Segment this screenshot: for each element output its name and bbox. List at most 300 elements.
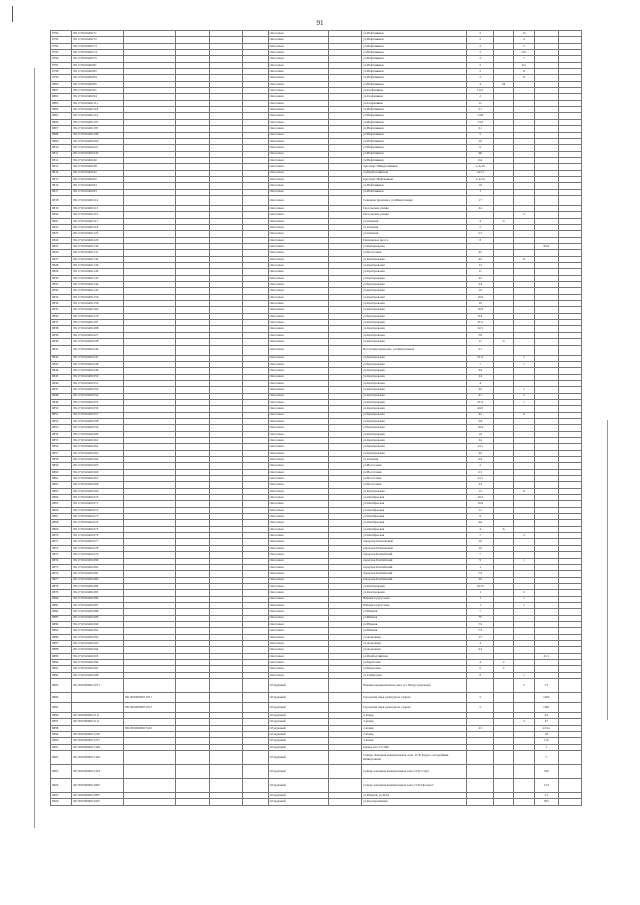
table-cell: г.Когалым: [268, 425, 328, 431]
table-cell: 9834: [51, 301, 72, 307]
table-cell: [209, 751, 243, 765]
table-cell: [176, 765, 210, 779]
table-cell: 86:17:0010406:142: [72, 269, 124, 275]
table-cell: г.Когалым: [268, 275, 328, 281]
table-cell: г.Когалым: [268, 545, 328, 551]
table-cell: г.Когалым: [268, 653, 328, 659]
table-cell: 13: [467, 263, 494, 269]
table-cell: [176, 679, 210, 693]
table-cell: 3-й мкр: [362, 738, 467, 744]
table-cell: ул.Центральная: [362, 339, 467, 345]
table-cell: 42: [467, 275, 494, 281]
table-cell: 9858: [51, 457, 72, 463]
table-cell: г.Когалым: [268, 520, 328, 526]
table-cell: 2-й мкр: [362, 725, 467, 731]
table-cell: 9799: [51, 75, 72, 81]
table-cell: 9857: [51, 450, 72, 456]
table-cell: 9811: [51, 151, 72, 157]
table-cell: ул.Центральная: [362, 393, 467, 399]
table-cell: [72, 703, 124, 713]
table-cell: г.Когалым: [268, 250, 328, 256]
table-cell: ул.Восточная: [362, 469, 467, 475]
table-cell: 9798: [51, 69, 72, 75]
table-cell: 6: [467, 666, 494, 672]
table-cell: г.Когалым: [268, 231, 328, 237]
table-cell: 86:17:0010406:257: [72, 412, 124, 418]
table-cell: 9885: [51, 628, 72, 634]
table-cell: 9886: [51, 634, 72, 640]
table-cell: 9: [467, 558, 494, 564]
table-cell: 9900: [51, 738, 72, 744]
table-cell: [176, 751, 210, 765]
table-cell: г.Когалым: [268, 132, 328, 138]
table-cell: 305: [535, 799, 558, 805]
table-cell: ул.Геофизиков: [362, 100, 467, 106]
table-cell: 86:17:0010406:270: [72, 495, 124, 501]
table-cell: 86:17:0010406:93: [72, 189, 124, 195]
table-cell: 86:17:0010406:244: [72, 345, 124, 355]
table-cell: 9842: [51, 355, 72, 361]
table-cell: 2: [467, 37, 494, 43]
table-cell: 9896: [51, 713, 72, 719]
table-cell: 86:17:0010406:116: [72, 212, 124, 218]
table-cell: 11: [513, 256, 534, 262]
table-cell: 86:17:0010406:176: [72, 313, 124, 319]
table-cell: г.Когалым: [268, 355, 328, 361]
table-cell: [209, 195, 243, 205]
table-cell: 9794: [51, 43, 72, 49]
table-cell: г.Когалым: [268, 183, 328, 189]
table-cell: 86:17:0010406:118: [72, 107, 124, 113]
table-cell: г.Когалым: [268, 145, 328, 151]
table-cell: 86:17:0010406:248: [72, 361, 124, 367]
table-cell: ул.Нефтяников: [362, 132, 467, 138]
table-cell: 5: [467, 693, 494, 703]
table-cell: 86:17:0010406:227: [72, 332, 124, 338]
table-cell: 9796: [51, 56, 72, 62]
table-cell: [209, 799, 243, 805]
table-cell: ул.Центральная: [362, 275, 467, 281]
table-cell: ул.Нефтяников: [362, 50, 467, 56]
table-cell: г.Когалым: [268, 269, 328, 275]
table-cell: 9872: [51, 545, 72, 551]
table-cell: ул.Центральная: [362, 307, 467, 313]
table-cell: [328, 799, 362, 805]
table-cell: 1062: [535, 693, 558, 703]
table-cell: [494, 693, 513, 703]
table-cell: 4: [513, 212, 534, 218]
table-cell: 86:17:0010406:258: [72, 418, 124, 424]
table-cell: 4: [467, 640, 494, 646]
table-cell: 86:17:0010406:288: [72, 609, 124, 615]
table-cell: 42: [467, 450, 494, 456]
table-cell: 11: [513, 69, 534, 75]
table-cell: 7/3: [467, 628, 494, 634]
table-cell: 8/4: [467, 313, 494, 319]
table-cell: ул.Восточная: [362, 250, 467, 256]
table-cell: 86:17:0010406:208: [72, 326, 124, 332]
table-cell: 2-й мкр: [362, 732, 467, 738]
table-cell: 9839: [51, 332, 72, 338]
table-cell: г.Когалым: [268, 176, 328, 182]
table-cell: 86:17:0010406:198: [72, 132, 124, 138]
table-cell: 2: [513, 590, 534, 596]
table-cell: г.Когалым: [268, 495, 328, 501]
table-cell: 13/8: [467, 113, 494, 119]
table-cell: г.Радужный: [268, 765, 328, 779]
table-cell: 86:17:0010406:143: [72, 275, 124, 281]
table-cell: [243, 765, 268, 779]
table-cell: ул.Центральная: [362, 326, 467, 332]
table-cell: 86:17:0010406:273: [72, 514, 124, 520]
table-cell: г.Когалым: [268, 374, 328, 380]
table-cell: 7б: [467, 615, 494, 621]
table-cell: переулок Балтийский: [362, 558, 467, 564]
table-cell: [328, 765, 362, 779]
table-cell: 1: [513, 355, 534, 361]
table-cell: [494, 765, 513, 779]
table-cell: 9816: [51, 183, 72, 189]
table-cell: 9822: [51, 224, 72, 230]
table-cell: 41: [467, 393, 494, 399]
table-cell: 9882: [51, 609, 72, 615]
table-cell: [124, 799, 176, 805]
table-cell: 7: [467, 609, 494, 615]
table-cell: ул.Центральная: [362, 368, 467, 374]
table-cell: 86:17:0010406:72: [72, 37, 124, 43]
table-cell: 86:18:0000000:1257: [72, 738, 124, 744]
table-cell: ул.Центральная: [362, 583, 467, 589]
table-cell: 86:17:0010406:262: [72, 444, 124, 450]
table-cell: 9832: [51, 288, 72, 294]
table-cell: ул.Нефтяников: [362, 75, 467, 81]
table-cell: 9825: [51, 244, 72, 250]
table-cell: 86:17:0010406:221: [72, 145, 124, 151]
table-cell: переулок Балтийский: [362, 552, 467, 558]
table-cell: ул.Октябрьская: [362, 533, 467, 539]
table-cell: ул.Центральная: [362, 488, 467, 494]
table-cell: 9/1: [513, 62, 534, 68]
table-cell: 9838: [51, 326, 72, 332]
table-cell: [328, 679, 362, 693]
table-cell: ул.Восточная: [362, 476, 467, 482]
table-cell: 86:17:0010406:269: [72, 488, 124, 494]
table-cell: г.Радужный: [268, 725, 328, 731]
table-cell: 7: [467, 552, 494, 558]
table-cell: г.Когалым: [268, 444, 328, 450]
table-cell: г.Радужный: [268, 703, 328, 713]
table-cell: ул.Дорожная: [362, 640, 467, 646]
table-cell: г.Когалым: [268, 37, 328, 43]
table-cell: 2: [467, 75, 494, 81]
table-cell: ул.Южная: [362, 621, 467, 627]
table-cell: 86:17:0010406:284: [72, 583, 124, 589]
table-cell: 8: [467, 237, 494, 243]
table-cell: южнее пос.СУ-940: [362, 744, 467, 750]
table-cell: г.Когалым: [268, 237, 328, 243]
table-cell: [513, 693, 534, 703]
table-cell: ул.Нефтяников: [362, 31, 467, 37]
table-cell: [209, 703, 243, 713]
table-cell: г.Радужный: [268, 738, 328, 744]
table-cell: г.Когалым: [268, 380, 328, 386]
table-row: [51, 703, 582, 713]
table-cell: переулок Повховский: [362, 545, 467, 551]
table-cell: 86:17:0010406:297: [72, 666, 124, 672]
table-cell: 9894: [51, 693, 72, 703]
table-cell: г.Радужный: [268, 751, 328, 765]
table-cell: г.Когалым: [268, 189, 328, 195]
table-cell: 5: [467, 224, 494, 230]
table-cell: ул.Сибирская: [362, 672, 467, 678]
table-cell: 9892: [51, 672, 72, 678]
table-cell: 86:17:0010406:115: [72, 205, 124, 211]
table-cell: г.Когалым: [268, 294, 328, 300]
table-cell: г.Радужный: [268, 679, 328, 693]
table-cell: 4: [494, 218, 513, 224]
table-cell: [176, 799, 210, 805]
table-cell: г.Когалым: [268, 94, 328, 100]
table-cell: ул.Центральная: [362, 437, 467, 443]
table-cell: 86:17:0010406:256: [72, 406, 124, 412]
table-cell: г.Когалым: [268, 62, 328, 68]
table-cell: 9898: [51, 725, 72, 731]
table-cell: 1: [513, 596, 534, 602]
table-cell: г.Радужный: [268, 719, 328, 725]
table-cell: 86:17:0010406:268: [72, 482, 124, 488]
table-cell: Посольские улицы: [362, 212, 467, 218]
table-cell: переулок Повховский: [362, 539, 467, 545]
table-cell: 86:17:0010406:197: [72, 126, 124, 132]
table-cell: 9803: [51, 100, 72, 106]
table-cell: 9813: [51, 164, 72, 170]
table-cell: 2/1: [467, 469, 494, 475]
table-cell: ул.Центральная: [362, 406, 467, 412]
table-cell: г.Когалым: [268, 387, 328, 393]
table-cell: ул.Нефтяников: [362, 183, 467, 189]
table-cell: [176, 779, 210, 793]
table-cell: 4: [467, 81, 494, 87]
table-cell: 3/4: [467, 282, 494, 288]
table-cell: 86:18:0000000:1250: [72, 732, 124, 738]
table-cell: [513, 345, 534, 355]
table-cell: г.Когалым: [268, 666, 328, 672]
table-cell: 9820: [51, 212, 72, 218]
table-cell: 86:17:0010406:254: [72, 393, 124, 399]
table-cell: [513, 765, 534, 779]
table-cell: 9864: [51, 495, 72, 501]
table-cell: 86:17:0010406:249: [72, 368, 124, 374]
table-cell: 86:17:0010406:289: [72, 615, 124, 621]
table-cell: 2: [494, 660, 513, 666]
table-cell: 2/11: [467, 476, 494, 482]
table-cell: 10/2: [467, 294, 494, 300]
table-cell: [176, 703, 210, 713]
table-cell: 9895: [51, 703, 72, 713]
table-cell: 86:17:0010406:281: [72, 564, 124, 570]
table-cell: переулок Балтийский: [362, 577, 467, 583]
table-cell: г.Когалым: [268, 107, 328, 113]
table-cell: г.Когалым: [268, 100, 328, 106]
table-cell: 4: [467, 380, 494, 386]
table-cell: 9901: [51, 744, 72, 750]
table-cell: г.Радужный: [268, 799, 328, 805]
table-cell: ул.Нефтяников: [362, 151, 467, 157]
table-cell: 7: [467, 361, 494, 367]
table-cell: г.Когалым: [268, 224, 328, 230]
table-cell: 16: [467, 288, 494, 294]
table-cell: 9867: [51, 514, 72, 520]
table-cell: г.Когалым: [268, 533, 328, 539]
table-cell: ул.Центральная: [362, 320, 467, 326]
table-cell: [243, 779, 268, 793]
table-cell: 9795: [51, 50, 72, 56]
table-cell: 9831: [51, 282, 72, 288]
table-cell: г.Когалым: [268, 157, 328, 163]
table-cell: [513, 751, 534, 765]
table-cell: [124, 765, 176, 779]
table-cell: 10/4: [467, 425, 494, 431]
table-cell: ул.Центральная: [362, 425, 467, 431]
table-cell: г.Когалым: [268, 393, 328, 399]
table-cell: 1: [513, 558, 534, 564]
table-cell: 9818: [51, 195, 72, 205]
table-cell: ул.Центральная: [362, 374, 467, 380]
table-cell: 9840: [51, 339, 72, 345]
table-cell: г.Когалым: [268, 69, 328, 75]
table-cell: Северная промзона, ул.Шмидтовцев: [362, 195, 467, 205]
table-cell: 86:18:0000000:7243: [124, 725, 176, 731]
table-cell: 17: [467, 195, 494, 205]
table-cell: 9830: [51, 275, 72, 281]
table-row: [51, 345, 582, 355]
table-cell: г.Когалым: [268, 205, 328, 211]
table-cell: 86:17:0010406:296: [72, 660, 124, 666]
table-cell: [243, 693, 268, 703]
table-cell: ул.Южная: [362, 609, 467, 615]
table-cell: 86:17:0010406:93: [72, 183, 124, 189]
table-cell: г.Радужный: [268, 693, 328, 703]
table-cell: 9868: [51, 520, 72, 526]
register-table-body: [51, 31, 582, 806]
table-cell: 86:18:0000000:1111: [72, 719, 124, 725]
table-cell: 3: [513, 719, 534, 725]
table-cell: ул.Центральная: [362, 313, 467, 319]
table-cell: 86:17:0010406:267: [72, 476, 124, 482]
table-cell: 86:17:0010406:263: [72, 450, 124, 456]
table-cell: ул.Нефтяников: [362, 145, 467, 151]
table-cell: 9847: [51, 387, 72, 393]
table-cell: 3/4: [467, 368, 494, 374]
table-cell: 4А: [467, 520, 494, 526]
table-cell: г.Когалым: [268, 660, 328, 666]
table-cell: [176, 195, 210, 205]
table-cell: ул.Нефтяников: [362, 37, 467, 43]
table-cell: 6/4: [467, 457, 494, 463]
table-cell: 86:17:0010406:266: [72, 469, 124, 475]
table-row: [51, 765, 582, 779]
table-cell: 9846: [51, 380, 72, 386]
table-cell: 16: [467, 431, 494, 437]
table-cell: 2-й мкр: [362, 719, 467, 725]
table-cell: 11: [467, 100, 494, 106]
table-cell: г.Когалым: [268, 539, 328, 545]
table-cell: г.Когалым: [268, 488, 328, 494]
table-cell: ул.Центральная: [362, 412, 467, 418]
table-cell: г.Когалым: [268, 113, 328, 119]
table-cell: 9808: [51, 132, 72, 138]
table-cell: 86:17:0010406:228: [72, 339, 124, 345]
table-cell: 2: [467, 94, 494, 100]
table-cell: 24: [467, 205, 494, 211]
table-cell: 9866: [51, 507, 72, 513]
table-cell: [467, 799, 494, 805]
table-cell: 9875: [51, 564, 72, 570]
table-cell: 86:17:0010406:252: [72, 387, 124, 393]
table-cell: 2: [467, 43, 494, 49]
table-cell: Южная Сургутская: [362, 602, 467, 608]
table-cell: 86:17:0010406:158: [72, 301, 124, 307]
table-cell: 86:18:0000000:1433: [72, 765, 124, 779]
table-cell: г.Когалым: [268, 399, 328, 405]
table-cell: 9869: [51, 526, 72, 532]
table-cell: 9888: [51, 647, 72, 653]
table-cell: 2: [513, 393, 534, 399]
table-cell: 9876: [51, 571, 72, 577]
table-cell: 86:17:0010406:139: [72, 263, 124, 269]
table-cell: [467, 751, 494, 765]
cadastral-register-table: [50, 30, 582, 806]
table-cell: Северо-западная коммунальная зона, ГСК Прогресс: [362, 779, 467, 793]
table-cell: 21: [467, 345, 494, 355]
table-cell: ул.Центральная: [362, 590, 467, 596]
table-cell: 86:17:0010406:275: [72, 526, 124, 532]
table-cell: [328, 703, 362, 713]
table-cell: 1А/11: [467, 170, 494, 176]
table-cell: г.Когалым: [268, 564, 328, 570]
table-cell: 21/5: [467, 320, 494, 326]
table-cell: [535, 195, 558, 205]
table-cell: ул.Центральная: [362, 288, 467, 294]
table-cell: 9835: [51, 307, 72, 313]
table-cell: 7: [467, 533, 494, 539]
table-cell: 86:17:0010406:286: [72, 596, 124, 602]
table-cell: ул.Центральная: [362, 380, 467, 386]
table-cell: 21/1: [535, 653, 558, 659]
table-cell: 86:17:0010406:278: [72, 545, 124, 551]
table-cell: 21: [467, 126, 494, 132]
table-cell: 9863: [51, 488, 72, 494]
table-cell: [124, 779, 176, 793]
table-cell: г.Когалым: [268, 263, 328, 269]
table-cell: 86:18:0000000:1897: [72, 793, 124, 799]
table-cell: г.Когалым: [268, 609, 328, 615]
table-cell: ул.Центральная: [362, 431, 467, 437]
table-cell: 86:17:0010406:119: [72, 113, 124, 119]
table-cell: 86:17:0010406:260: [72, 431, 124, 437]
table-cell: ул.Геофизиков: [362, 94, 467, 100]
table-cell: 86:18:0000000:1340: [72, 751, 124, 765]
table-cell: 51: [535, 793, 558, 799]
table-cell: 9823: [51, 231, 72, 237]
table-cell: 86:17:0010406:259: [72, 425, 124, 431]
table-cell: 86:17:0010406:294: [72, 647, 124, 653]
table-cell: ул.Нефтяников: [362, 43, 467, 49]
table-cell: Южная Сургутская: [362, 596, 467, 602]
table-cell: 10: [467, 539, 494, 545]
table-cell: [558, 195, 581, 205]
table-cell: 19: [467, 183, 494, 189]
